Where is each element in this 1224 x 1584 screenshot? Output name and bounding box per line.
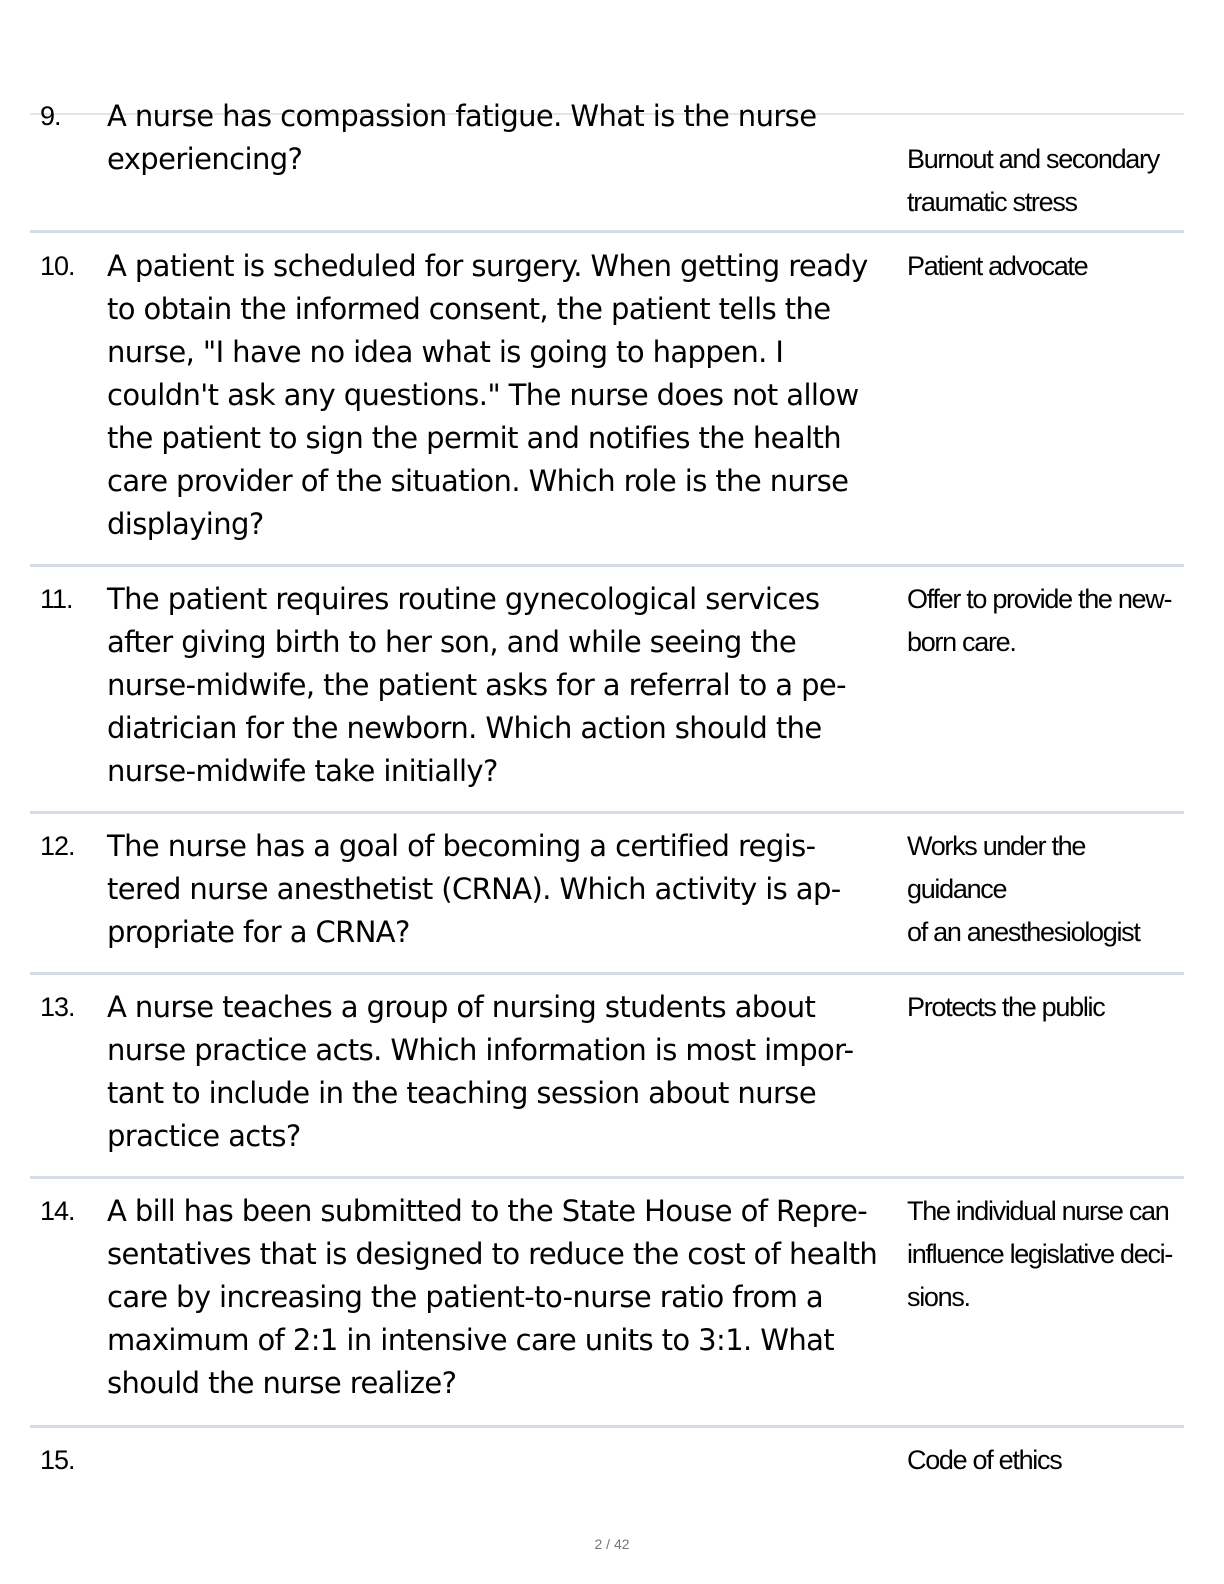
page-indicator: 2 / 42: [594, 1536, 630, 1552]
card-question: A nurse teaches a group of nursing students about nurse practice acts. Which information is most impor- tant to include in the teaching session about nurse practice acts?: [107, 990, 854, 1153]
row-divider: [30, 564, 1184, 567]
card-answer: Works under the guidance of an anesthesiologist: [907, 831, 1140, 947]
flashcard-row-10: [30, 245, 1184, 567]
card-number: 14.: [40, 1196, 75, 1226]
card-question: The patient requires routine gynecological services after giving birth to her son, and while seeing the nurse-midwife, the patient asks for a referral to a pe- diatrician for the newborn. Which action should the nurse-midwife take initially?: [107, 582, 846, 788]
flashcard-row-9: [30, 95, 1184, 233]
card-question: A bill has been submitted to the State House of Repre- sentatives that is designed to reduce the cost of health care by increasing the patient-to-nurse ratio from a maximum of 2:1 in intensive care units to 3:1. What should the nurse realize?: [107, 1194, 878, 1400]
flashcard-row-13: [30, 986, 1184, 1179]
row-divider: [30, 230, 1184, 233]
flashcard-row-12: [30, 825, 1184, 975]
card-question: A nurse has compassion fatigue. What is the nurse experiencing?: [107, 99, 817, 176]
flashcard-row-15: [30, 1439, 1184, 1499]
card-question: The nurse has a goal of becoming a certified regis- tered nurse anesthetist (CRNA). Which activity is ap- propriate for a CRNA?: [107, 829, 841, 949]
card-number: 9.: [40, 101, 61, 131]
card-number: 13.: [40, 992, 75, 1022]
card-answer: Patient advocate: [907, 251, 1088, 281]
flashcard-row-14: [30, 1190, 1184, 1428]
row-divider: [30, 1176, 1184, 1179]
card-answer: The individual nurse can influence legislative deci- sions.: [907, 1196, 1173, 1312]
card-number: 10.: [40, 251, 75, 281]
card-answer: Burnout and secondary traumatic stress: [907, 144, 1159, 217]
row-divider: [30, 811, 1184, 814]
card-answer: Code of ethics: [907, 1445, 1062, 1475]
card-number: 12.: [40, 831, 75, 861]
card-answer: Offer to provide the new- born care.: [907, 584, 1172, 657]
row-divider: [30, 1425, 1184, 1428]
card-question: A patient is scheduled for surgery. When getting ready to obtain the informed consent, the patient tells the nurse, "I have no idea what is going to happen. I couldn't ask any questions." The nurse does not allow the patient to sign the permit and notifies the health care provider of the situation. Which role is the nurse displaying?: [107, 249, 868, 541]
flashcard-row-11: [30, 578, 1184, 814]
row-divider: [30, 972, 1184, 975]
card-answer: Protects the public: [907, 992, 1105, 1022]
card-number: 11.: [40, 584, 73, 614]
card-number: 15.: [40, 1445, 75, 1475]
